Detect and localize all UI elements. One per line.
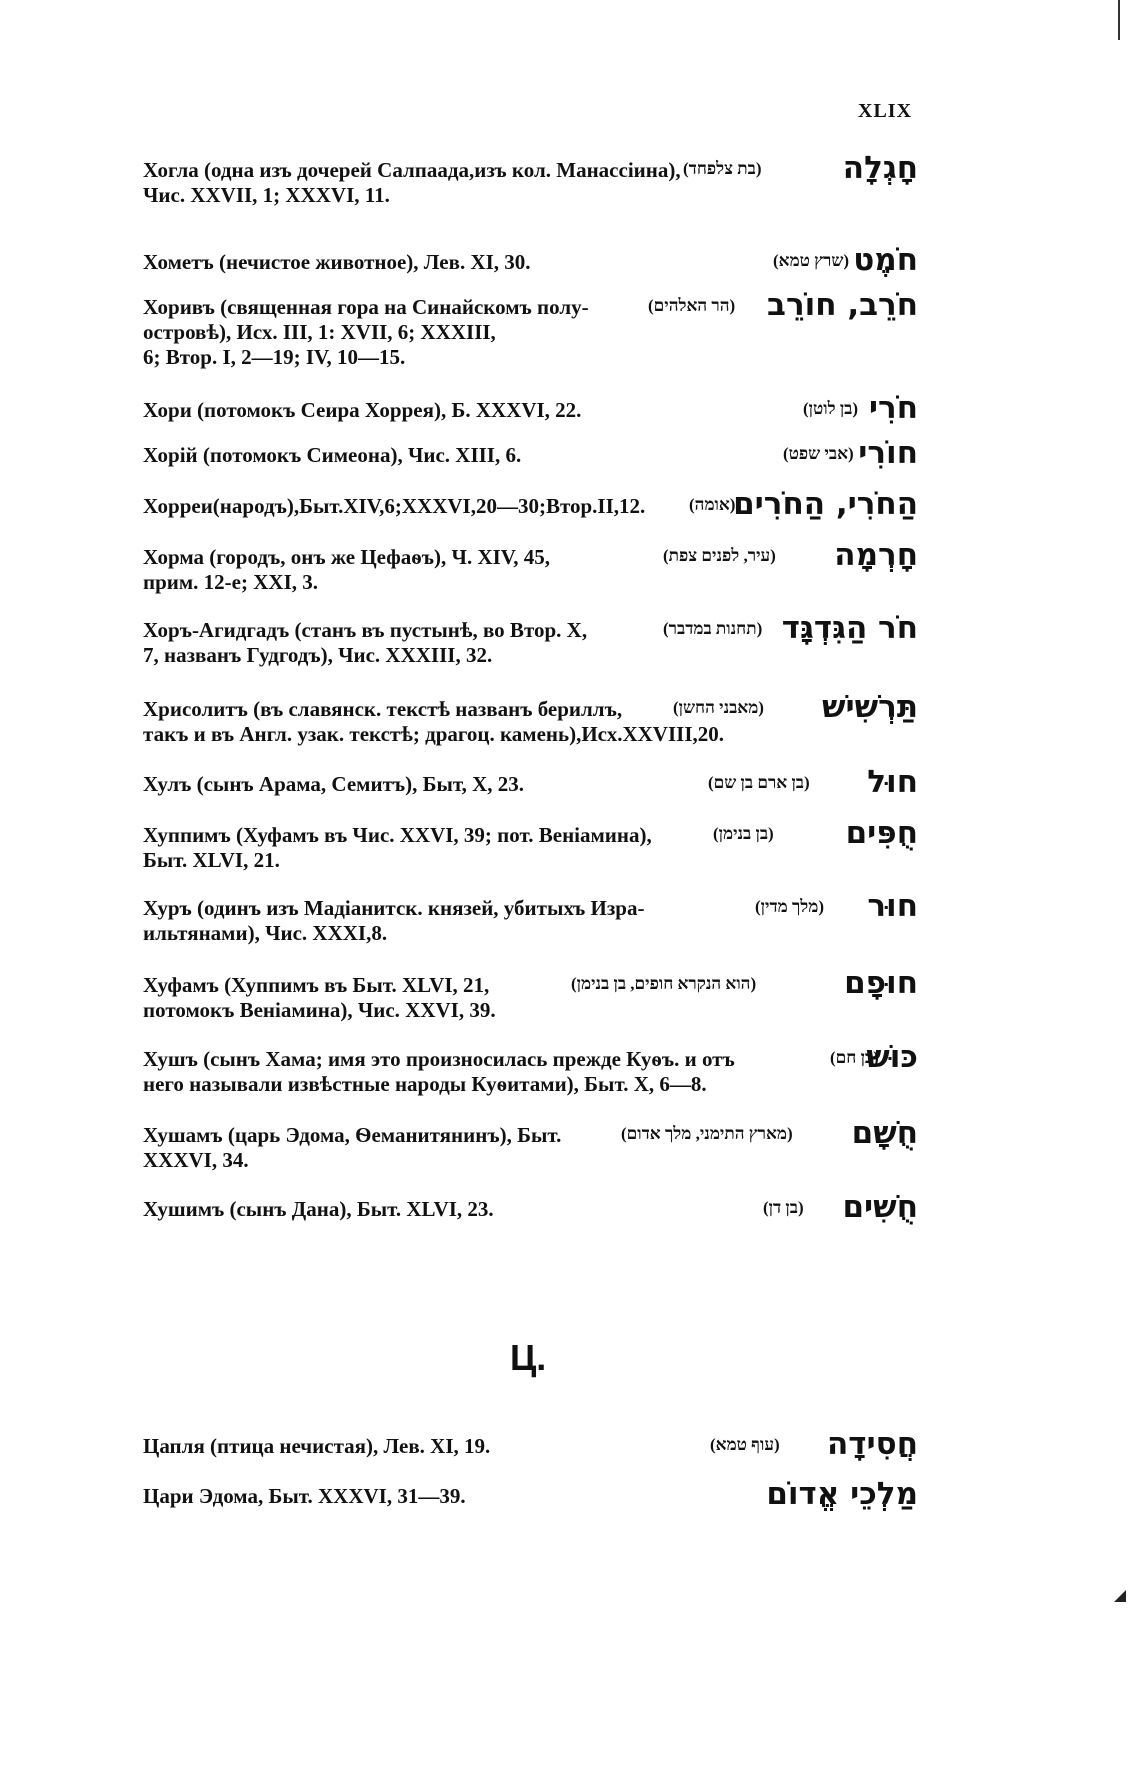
- entry-hebrew-word: מַלְכֵי אֱדוֹם: [766, 1476, 918, 1512]
- entry-hebrew-note: (הוא הנקרא חופים, בן בנימן): [571, 974, 757, 993]
- entry-hebrew-note: (מאבני החשן): [673, 698, 764, 717]
- entry-hebrew-word: חֻשָׁם: [851, 1115, 918, 1151]
- entry-hebrew-note: (שרץ טמא): [773, 251, 850, 270]
- entry-russian-text: Хогла (одна изъ дочерей Салпаада,изъ кол. Манассіина), Чис. XXVII, 1; XXXVI, 11.: [143, 158, 681, 207]
- entry-hebrew-word: חוֹרִי: [858, 435, 918, 471]
- entry-hebrew-word: תַּרְשִׁישׁ: [822, 689, 918, 725]
- entry-russian-text: Хушъ (сынъ Хама; имя это произносилась прежде Куѳъ. и отъ него называли извѣстные народы Куѳитами), Быт. X, 6—8.: [143, 1047, 735, 1096]
- margin-line: [1118, 0, 1120, 40]
- page-number: XLIX: [858, 100, 913, 122]
- entry-hebrew-word: חוּל: [867, 764, 918, 800]
- entry-russian-text: Хорма (городъ, онъ же Цефаѳъ), Ч. XIV, 45, прим. 12-е; XXI, 3.: [143, 545, 550, 594]
- entry-hebrew-note: (בן בנימן): [713, 824, 774, 843]
- entry-hebrew-note: (בן חם): [830, 1048, 879, 1067]
- entry-hebrew-word: חֻפִּים: [845, 815, 918, 851]
- entry-hebrew-note: (אבי שפט): [783, 444, 854, 463]
- entry-hebrew-note: (עיר, לפנים צפת): [663, 546, 776, 565]
- entry-russian-text: Хуръ (одинъ изъ Мадіанитск. князей, убитыхъ Изра- ильтянами), Чис. XXXI,8.: [143, 896, 645, 945]
- entry-hebrew-word: חֹרֵב, חוֹרֵב: [767, 287, 918, 323]
- entry-russian-text: Хуфамъ (Хуппимъ въ Быт. XLVI, 21, потомокъ Веніамина), Чис. XXVI, 39.: [143, 973, 496, 1022]
- section-letter: Ц.: [510, 1337, 547, 1378]
- entry-hebrew-note: (בת צלפחד): [683, 159, 762, 178]
- entry-hebrew-note: (מלך מדין): [755, 897, 824, 916]
- entry-hebrew-word: חוּר: [867, 888, 918, 924]
- entry-hebrew-word: חֲסִידָה: [826, 1426, 918, 1462]
- entry-hebrew-word: כּוּשׁ: [866, 1039, 918, 1075]
- entry-hebrew-word: חֻשִׁים: [842, 1189, 918, 1225]
- entry-hebrew-word: הַחֹרִי, הַחֹרִים: [733, 486, 918, 522]
- entry-hebrew-note: (עוף טמא): [710, 1435, 780, 1454]
- entry-russian-text: Хулъ (сынъ Арама, Семитъ), Быт, X, 23.: [143, 772, 525, 796]
- corner-mark: [1114, 1590, 1126, 1602]
- entry-russian-text: Цари Эдома, Быт. XXXVI, 31—39.: [143, 1484, 466, 1508]
- entry-russian-text: Цапля (птица нечистая), Лев. XI, 19.: [143, 1434, 491, 1458]
- entry-russian-text: Хрисолитъ (въ славянск. текстѣ названъ бериллъ, такъ и въ Англ. узак. текстѣ; драгоц. камень),Исх.XXVIII,20.: [143, 697, 724, 746]
- entry-hebrew-note: (בן ארם בן שם): [708, 773, 810, 792]
- entry-hebrew-word: חָגְלָה: [842, 150, 918, 186]
- entry-hebrew-note: (בן לוטן): [803, 399, 859, 418]
- entry-russian-text: Хори (потомокъ Сеира Хоррея), Б. XXXVI, 22.: [143, 398, 582, 422]
- entry-hebrew-word: חֹמֶט: [853, 242, 918, 278]
- entry-russian-text: Хометъ (нечистое животное), Лев. XI, 30.: [143, 250, 531, 274]
- entry-hebrew-note: (בן דן): [763, 1198, 804, 1217]
- entry-russian-text: Хорій (потомокъ Симеона), Чис. XIII, 6.: [143, 443, 522, 467]
- entry-hebrew-word: חֹרִי: [868, 390, 918, 426]
- entry-hebrew-word: חָרְמָה: [834, 537, 918, 573]
- entry-hebrew-note: (אומה): [689, 495, 736, 514]
- entry-russian-text: Хорреи(народъ),Быт.XIV,6;XXXVI,20—30;Втор.II,12.: [143, 494, 646, 518]
- entry-hebrew-note: (מארץ התימני, מלך אדום): [621, 1124, 793, 1143]
- entry-russian-text: Хуппимъ (Хуфамъ въ Чис. XXVI, 39; пот. Веніамина), Быт. XLVI, 21.: [143, 823, 652, 872]
- entry-hebrew-note: (תחנות במדבר): [663, 619, 763, 638]
- entry-russian-text: Хушимъ (сынъ Дана), Быт. XLVI, 23.: [143, 1197, 494, 1221]
- entry-hebrew-word: חוּפָם: [844, 965, 918, 1001]
- entry-russian-text: Хоривъ (священная гора на Синайскомъ полу- островѣ), Исх. III, 1: XVII, 6; XXXIII, 6; Втор. I, 2—19; IV, 10—15.: [143, 295, 589, 369]
- entry-russian-text: Хоръ-Агидгадъ (станъ въ пустынѣ, во Втор. X, 7, названъ Гудгодъ), Чис. XXXIII, 32.: [143, 618, 588, 667]
- entry-hebrew-note: (הר האלהים): [648, 296, 736, 315]
- entry-hebrew-word: חֹר הַגִּדְגָּד: [781, 610, 918, 646]
- entry-russian-text: Хушамъ (царь Эдома, Ѳеманитянинъ), Быт. XXXVI, 34.: [143, 1123, 562, 1172]
